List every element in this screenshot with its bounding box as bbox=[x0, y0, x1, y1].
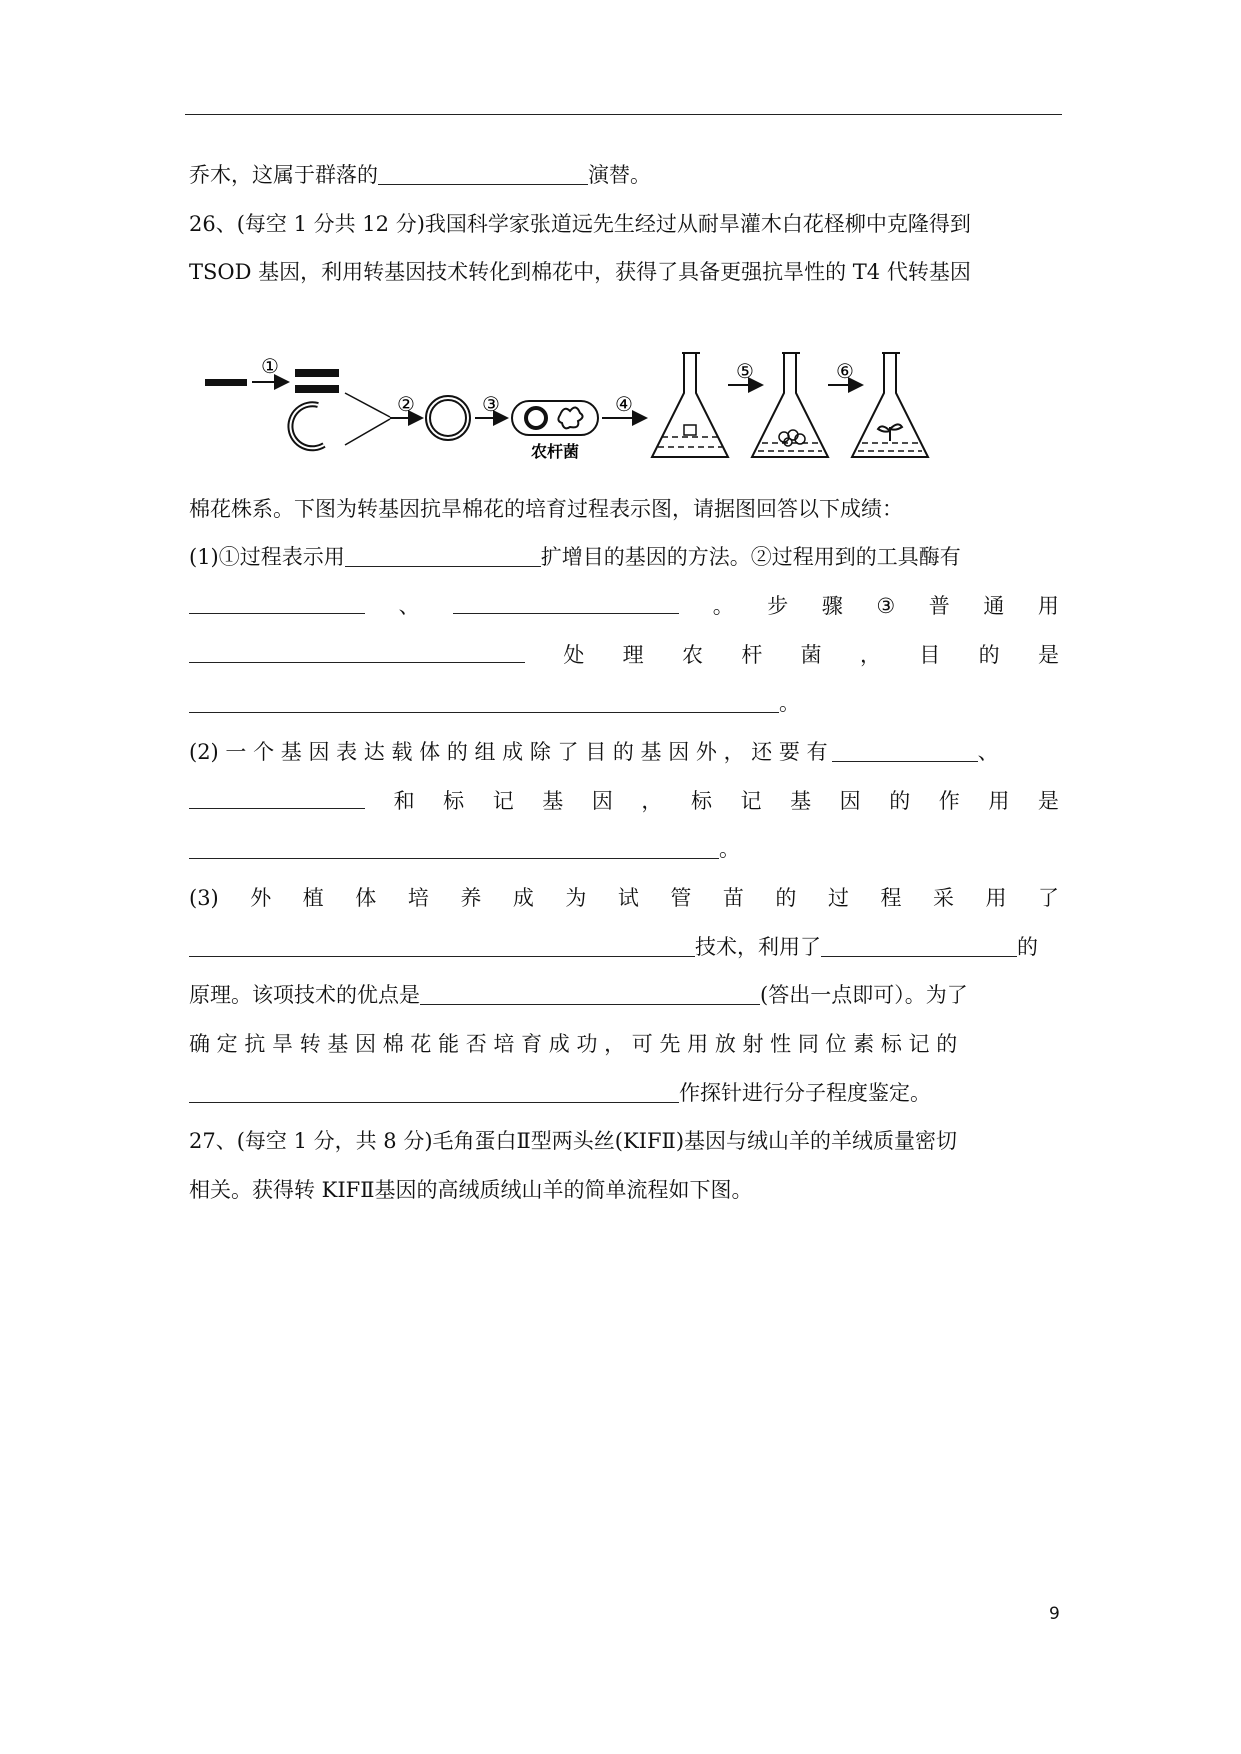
flask-seedling bbox=[852, 353, 928, 457]
answer-blank[interactable] bbox=[189, 934, 695, 957]
question-2-line: 和 标 记 基 因 ， 标 记 基 因 的 作 用 是 bbox=[189, 786, 1059, 816]
step-6-label: ⑥ bbox=[836, 359, 854, 383]
question-3-line: 确 定 抗 旱 转 基 因 棉 花 能 否 培 育 成 功 ， 可 先 用 放 射 性 同 位 素 标 记 的 bbox=[189, 1032, 958, 1056]
answer-blank[interactable] bbox=[189, 836, 719, 859]
question-1-line: 处 理 农 杆 菌 ， 目 的 是 bbox=[189, 640, 1059, 670]
question-27-header: 27、(每空 1 分，共 8 分)毛角蛋白Ⅱ型两头丝(KIFⅡ)基因与绒山羊的羊绒质量密切 bbox=[189, 1129, 958, 1153]
step-3-label: ③ bbox=[482, 392, 500, 416]
step-2-label: ② bbox=[397, 392, 415, 416]
question-2-line: (2) 一 个 基 因 表 达 载 体 的 组 成 除 了 目 的 基 因 外 ， 还 要 有 、 bbox=[189, 740, 999, 764]
flask-callus bbox=[752, 353, 828, 457]
header-rule bbox=[185, 114, 1062, 115]
question-3-line: 作探针进行分子程度鉴定。 bbox=[189, 1078, 931, 1108]
question-1-line: 、 。 步 骤 ③ 普 通 用 bbox=[189, 591, 1059, 621]
text-line: 棉花株系。下图为转基因抗旱棉花的培育过程表示图，请据图回答以下成绩： bbox=[189, 497, 903, 521]
chromosome-icon bbox=[558, 407, 582, 428]
step-4-label: ④ bbox=[615, 392, 633, 416]
amplified-gene bbox=[295, 385, 339, 393]
flask-explant bbox=[652, 353, 728, 457]
answer-blank[interactable] bbox=[189, 640, 525, 663]
answer-blank[interactable] bbox=[832, 739, 978, 762]
transgenic-process-diagram bbox=[200, 345, 960, 475]
answer-blank[interactable] bbox=[453, 591, 679, 614]
step-5-label: ⑤ bbox=[736, 359, 754, 383]
answer-blank[interactable] bbox=[420, 982, 760, 1005]
question-1-line: 。 bbox=[189, 688, 800, 718]
answer-blank[interactable] bbox=[378, 162, 588, 185]
question-2-line: 。 bbox=[189, 834, 740, 864]
text-line: TSOD 基因，利用转基因技术转化到棉花中，获得了具备更强抗旱性的 T4 代转基因 bbox=[189, 260, 971, 284]
question-3-line: (3) 外 植 体 培 养 成 为 试 管 苗 的 过 程 采 用 了 bbox=[189, 886, 1059, 910]
question-26-header: 26、(每空 1 分共 12 分)我国科学家张道远先生经过从耐旱灌木白花柽柳中克隆得到 bbox=[189, 212, 971, 236]
question-1-line: (1)①过程表示用 扩增目的基因的方法。②过程用到的工具酶有 bbox=[189, 545, 961, 569]
text-line: 乔木，这属于群落的 演替。 bbox=[189, 163, 651, 187]
question-3-line: 原理。该项技术的优点是 (答出一点即可）。为了 bbox=[189, 983, 968, 1007]
answer-blank[interactable] bbox=[821, 934, 1017, 957]
answer-blank[interactable] bbox=[189, 786, 365, 809]
plasmid-in-bacterium-icon bbox=[526, 408, 546, 428]
merge-line bbox=[345, 419, 390, 445]
merge-line bbox=[345, 393, 390, 417]
step-1-label: ① bbox=[261, 354, 279, 378]
question-3-line: 技术，利用了 的 bbox=[189, 932, 1038, 962]
answer-blank[interactable] bbox=[189, 1080, 679, 1103]
agrobacterium-label: 农杆菌 bbox=[530, 442, 580, 461]
gene-fragment bbox=[205, 379, 247, 386]
answer-blank[interactable] bbox=[189, 690, 779, 713]
amplified-gene bbox=[295, 369, 339, 377]
answer-blank[interactable] bbox=[345, 544, 541, 567]
page-number: 9 bbox=[1049, 1604, 1060, 1624]
text-line: 相关。获得转 KIFⅡ基因的高绒质绒山羊的简单流程如下图。 bbox=[189, 1178, 753, 1202]
answer-blank[interactable] bbox=[189, 591, 365, 614]
